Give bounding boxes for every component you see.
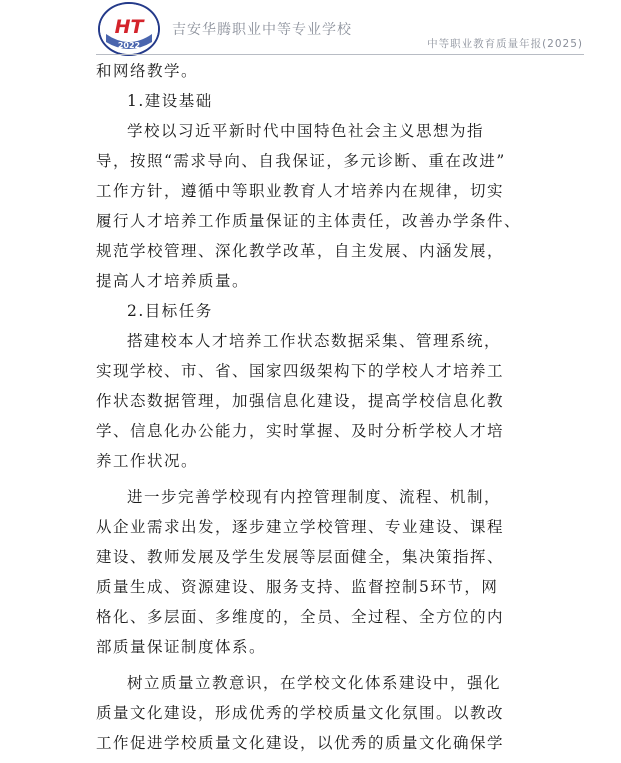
- text-line: 质量文化建设，形成优秀的学校质量文化氛围。以教改: [96, 704, 505, 722]
- text-line: 学校以习近平新时代中国特色社会主义思想为指: [127, 122, 485, 140]
- section-heading-basis: 1.建设基础: [127, 92, 213, 110]
- document-body: [96, 56, 536, 758]
- school-logo: [98, 2, 160, 56]
- text-line: 规范学校管理、深化教学改革，自主发展、内涵发展，: [96, 242, 505, 260]
- paragraph-basis: [96, 116, 536, 296]
- logo-mark: HT: [114, 16, 144, 38]
- paragraph-goals-2: [96, 482, 536, 662]
- header-divider: [96, 54, 584, 55]
- text-line: 提高人才培养质量。: [96, 272, 250, 290]
- text-line: 搭建校本人才培养工作状态数据采集、管理系统，: [127, 332, 502, 350]
- section-heading-goals: 2.目标任务: [127, 302, 213, 320]
- text-line: 作状态数据管理，加强信息化建设，提高学校信息化教: [96, 392, 505, 410]
- paragraph-goals-1: [96, 326, 536, 476]
- logo-year: 2022: [117, 41, 141, 50]
- report-title: 中等职业教育质量年报(2025): [427, 38, 583, 50]
- text-line: 导，按照“需求导向、自我保证，多元诊断、重在改进”: [96, 152, 506, 170]
- text-line: 质量生成、资源建设、服务支持、监督控制5环节，网: [96, 578, 499, 596]
- text-line: 格化、多层面、多维度的，全员、全过程、全方位的内: [96, 608, 505, 626]
- paragraph-goals-3: [96, 668, 536, 758]
- text-line: 进一步完善学校现有内控管理制度、流程、机制，: [127, 488, 502, 506]
- text-line: 学、信息化办公能力，实时掌握、及时分析学校人才培: [96, 422, 505, 440]
- text-line: 部质量保证制度体系。: [96, 638, 267, 656]
- text-line: 树立质量立教意识，在学校文化体系建设中，强化: [127, 674, 502, 692]
- text-line: 建设、教师发展及学生发展等层面健全，集决策指挥、: [96, 548, 505, 566]
- text-line: 工作促进学校质量文化建设，以优秀的质量文化确保学: [96, 734, 505, 752]
- text-line: 履行人才培养工作质量保证的主体责任，改善办学条件、: [96, 212, 522, 230]
- text-line: 从企业需求出发，逐步建立学校管理、专业建设、课程: [96, 518, 505, 536]
- text-line: 养工作状况。: [96, 452, 199, 470]
- text-line: 工作方针，遵循中等职业教育人才培养内在规律，切实: [96, 182, 505, 200]
- page-header: [0, 0, 621, 60]
- intro-line: 和网络教学。: [96, 62, 199, 80]
- text-line: 实现学校、市、省、国家四级架构下的学校人才培养工: [96, 362, 505, 380]
- school-name: 吉安华腾职业中等专业学校: [172, 22, 352, 38]
